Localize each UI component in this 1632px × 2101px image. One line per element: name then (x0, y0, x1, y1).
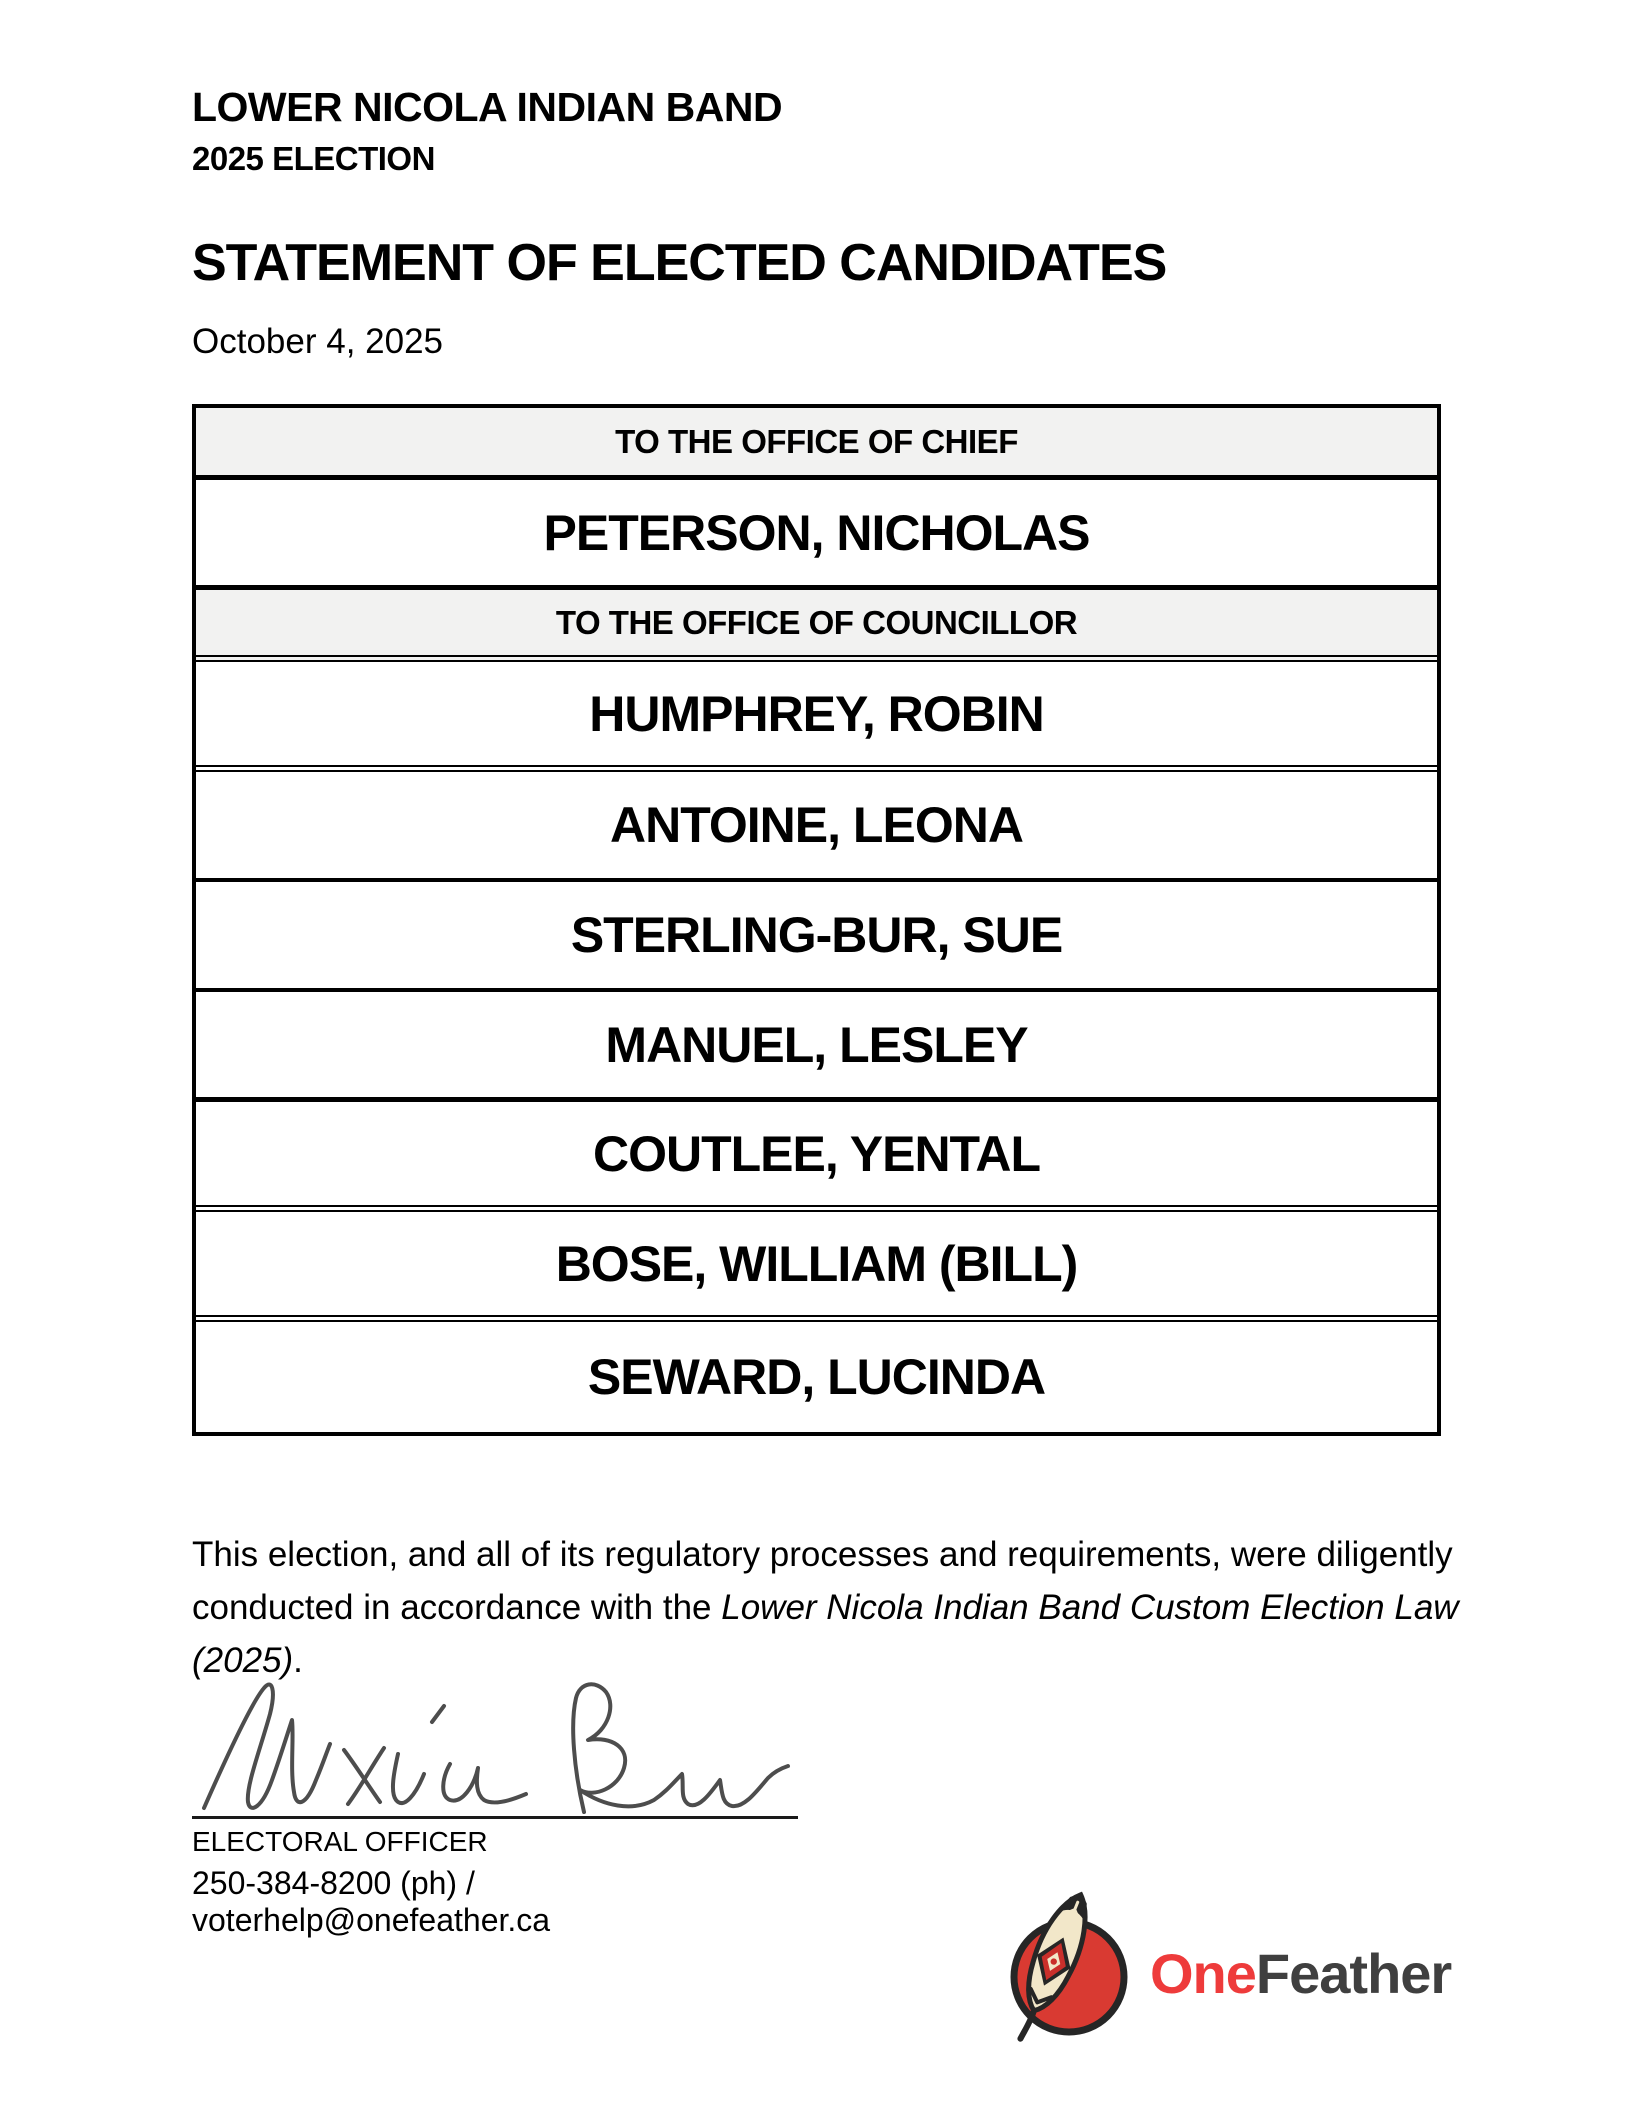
signature-block (192, 1678, 798, 1939)
candidate-row: COUTLEE, YENTAL (196, 1102, 1437, 1212)
electoral-officer-signature (186, 1678, 806, 1816)
org-title: LOWER NICOLA INDIAN BAND (192, 84, 783, 130)
onefeather-wordmark (1150, 1941, 1451, 2006)
compliance-statement (192, 1528, 1462, 1687)
statement-line-2: conducted in accordance with the Lower Nicola Indian Band Custom Election Law (192, 1588, 1459, 1627)
statement-line-3: (2025). (192, 1641, 303, 1680)
brand-feather-text: Feather (1255, 1941, 1452, 2005)
brand-one-text: One (1150, 1941, 1256, 2005)
contact-info: 250-384-8200 (ph) / voterhelp@onefeather.ca (192, 1865, 551, 1938)
candidate-row: ANTOINE, LEONA (196, 772, 1437, 882)
election-subtitle: 2025 ELECTION (192, 140, 435, 177)
onefeather-logo-icon (968, 1884, 1146, 2062)
signature-line (192, 1816, 798, 1819)
candidate-row: HUMPHREY, ROBIN (196, 662, 1437, 772)
candidate-row: STERLING-BUR, SUE (196, 882, 1437, 992)
statement-line-1: This election, and all of its regulatory processes and requirements, were diligently (192, 1535, 1453, 1574)
office-of-chief-header: TO THE OFFICE OF CHIEF (196, 408, 1437, 480)
candidate-row: SEWARD, LUCINDA (196, 1322, 1437, 1432)
document-title: STATEMENT OF ELECTED CANDIDATES (192, 234, 1167, 292)
candidate-row: BOSE, WILLIAM (BILL) (196, 1212, 1437, 1322)
onefeather-brand (968, 1884, 1451, 2062)
office-of-councillor-header: TO THE OFFICE OF COUNCILLOR (196, 590, 1437, 662)
signatory-role: ELECTORAL OFFICER (192, 1826, 488, 1857)
elected-candidates-table (192, 404, 1441, 1436)
document-date: October 4, 2025 (192, 322, 443, 361)
candidate-row: PETERSON, NICHOLAS (196, 480, 1437, 590)
candidate-row: MANUEL, LESLEY (196, 992, 1437, 1102)
